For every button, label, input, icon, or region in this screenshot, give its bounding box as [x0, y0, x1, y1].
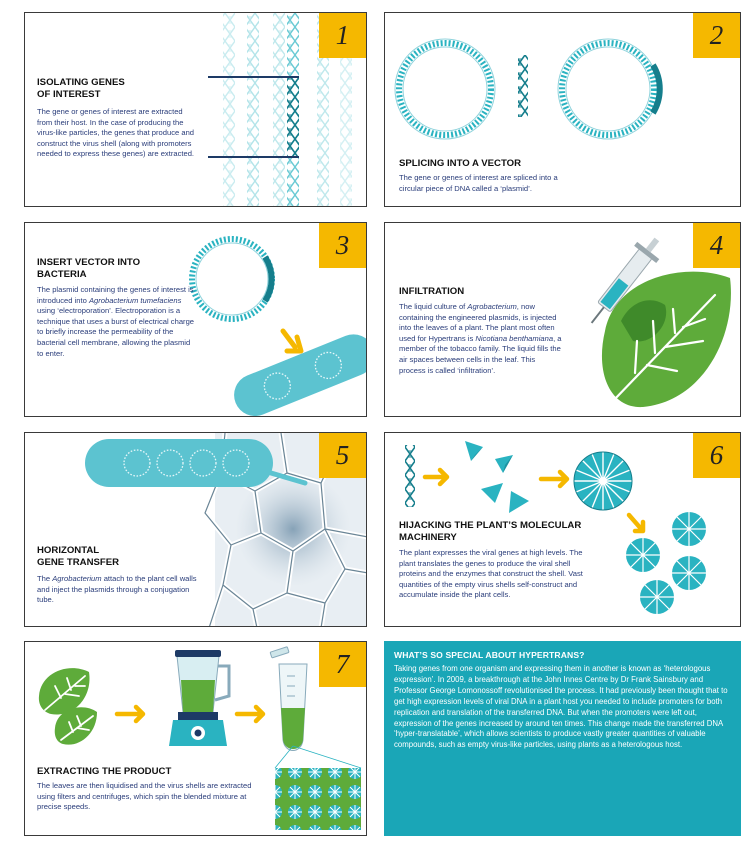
panel-6: [384, 432, 741, 627]
panel-body: The plasmid containing the genes of interest is introduced into Agrobacterium tumefaciens using ‘electroporation’. Electroporation is a technique that uses a burst of electrical charge to briefly increase the permeability of the bacterial cell membrane, allowing the plasmid to enter.: [37, 285, 195, 358]
step-number: 3: [319, 223, 366, 268]
step-number: 2: [693, 13, 740, 58]
panel-2: [384, 12, 741, 207]
step-number: 7: [319, 642, 366, 687]
panel-title: HORIZONTAL GENE TRANSFER: [37, 545, 120, 568]
panel-body: The liquid culture of Agrobacterium, now containing the engineered plasmids, is injected into the leaves of a plant. The plant most often used for Hypertrans is Nicotiana benthamiana, a member of the tobacco family. The liquid fills the air spaces between cells in the leaf. This process is called ‘infiltration’.: [399, 302, 562, 375]
panel-4: [384, 222, 741, 417]
panel-title: ISOLATING GENES OF INTEREST: [37, 77, 125, 100]
panel-body: The Agrobacterium attach to the plant cell walls and inject the plasmids through a conjugation tube.: [37, 574, 197, 605]
step-number: 1: [319, 13, 366, 58]
panel-title: HIJACKING THE PLANT’S MOLECULAR MACHINERY: [399, 520, 582, 543]
info-title: WHAT’S SO SPECIAL ABOUT HYPERTRANS?: [394, 650, 585, 660]
panel-body: The leaves are then liquidised and the virus shells are extracted using filters and centrifuges, which spin the blended mixture at precise speeds.: [37, 781, 252, 812]
step-number: 4: [693, 223, 740, 268]
panel-title: INSERT VECTOR INTO BACTERIA: [37, 257, 141, 280]
panel-1: [24, 12, 367, 207]
panel-7: [24, 641, 367, 836]
panel-title: EXTRACTING THE PRODUCT: [37, 766, 172, 777]
step-number: 6: [693, 433, 740, 478]
panel-body: The gene or genes of interest are extracted from their host. In the case of producing the virus-like particles, the genes that produce and construct the virus shell (along with promoters needed to express these genes) are extracted.: [37, 107, 195, 159]
panel-body: The gene or genes of interest are spliced into a circular piece of DNA called a ‘plasmid’.: [399, 173, 558, 193]
panel-title: SPLICING INTO A VECTOR: [399, 158, 522, 169]
panel-title: INFILTRATION: [399, 286, 465, 297]
panel-body: The plant expresses the viral genes at high levels. The plant translates the genes to produce the viral shell proteins and the enzymes that construct the shell. Vast quantities of the empty virus shells self-construct and accumulate inside the plant cells.: [399, 548, 583, 600]
step-number: 5: [319, 433, 366, 478]
info-box: [384, 641, 741, 836]
panel-5: [24, 432, 367, 627]
info-text: Taking genes from one organism and expressing them in another is known as ‘heterologous expression’. In 2009, a breakthrough at the John Innes Centre by Dr Frank Sainsbury and Professor George Lomonossoff revolutionised the process. It had previously been thought that to get high expression levels of viral DNA in a plant host you needed to include promoters for both replication and translation of the transferred DNA. But when the promoters were left out, expression of the genes increased by around ten times. This change made the transferred DNA ‘hyper-translatable’, which allows scientists to produce vastly greater quantities of valuable compounds, such as empty virus-like particles, using plants as a heterologous host.: [394, 664, 728, 750]
panel-3: [24, 222, 367, 417]
